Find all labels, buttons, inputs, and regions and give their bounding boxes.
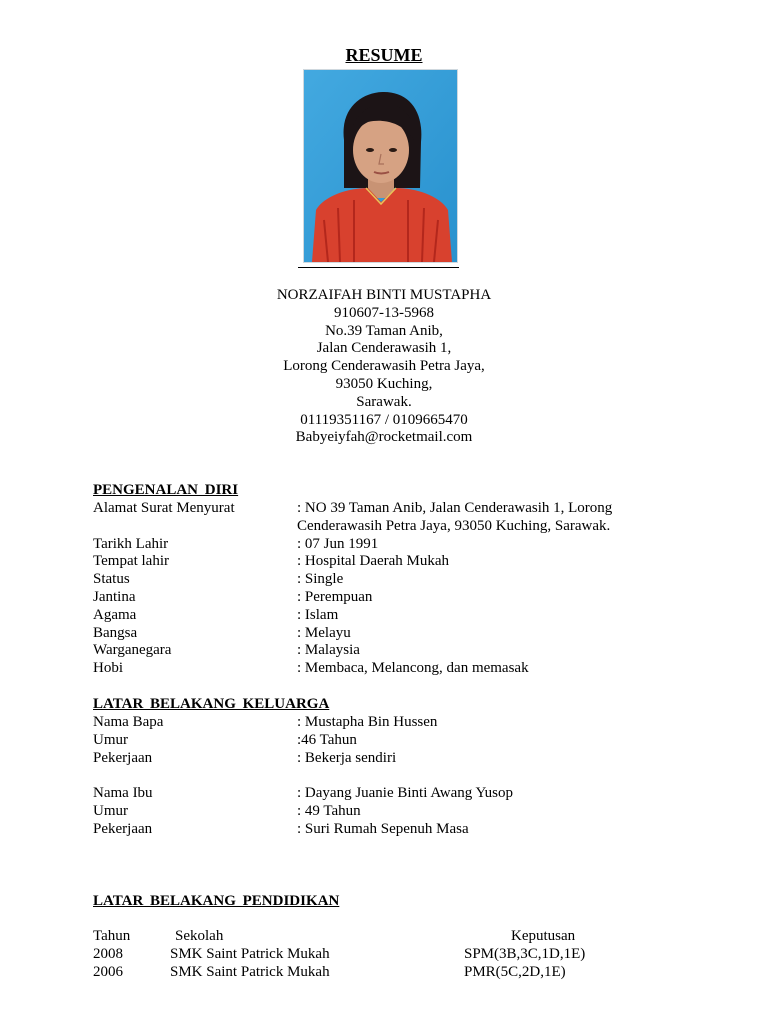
info-label: Umur [93,731,128,748]
info-value: : Suri Rumah Sepenuh Masa [297,820,469,837]
photo-underline [298,267,459,268]
column-header-keputusan: Keputusan [511,928,576,944]
info-row [93,500,733,536]
ic-number: 910607-13-5968 [334,304,434,321]
info-label: Hobi [93,660,123,677]
info-value: : Dayang Juanie Binti Awang Yusop [297,785,513,802]
info-row [93,785,733,803]
info-value: : NO 39 Taman Anib, Jalan Cenderawasih 1, Lorong Cenderawasih Petra Jaya, 93050 Kuching, Sarawak. [297,500,613,534]
info-label: Nama Ibu [93,785,153,802]
info-row [93,732,733,750]
section-heading-pengenalan-diri: PENGENALAN DIRI [93,482,239,498]
profile-photo [303,69,458,263]
education-school: SMK Saint Patrick Mukah [170,945,330,962]
personal-info-list [93,500,733,678]
info-label: Bangsa [93,624,138,641]
info-label: Umur [93,802,128,819]
info-row [93,803,733,821]
phone-numbers: 01119351167 / 0109665470 [300,411,468,428]
email-address: Babyeiyfah@rocketmail.com [295,429,473,446]
section-heading-keluarga: LATAR BELAKANG KELUARGA [93,696,330,712]
full-name: NORZAIFAH BINTI MUSTAPHA [276,287,492,303]
education-row [93,964,613,982]
education-year: 2006 [93,963,123,980]
info-label: Agama [93,606,137,623]
info-label: Alamat Surat Menyurat [93,500,235,516]
family-info-list [93,714,733,839]
info-label: Tarikh Lahir [93,535,169,552]
info-row [93,660,733,678]
info-row [93,625,733,643]
info-row [93,821,733,839]
address-line: Jalan Cenderawasih 1, [316,340,452,357]
info-label: Tempat lahir [93,553,170,570]
info-value: :46 Tahun [297,731,357,748]
info-label: Pekerjaan [93,820,153,837]
education-result: SPM(3B,3C,1D,1E) [464,945,586,962]
education-result: PMR(5C,2D,1E) [464,963,566,980]
spacer [93,767,733,785]
info-value: : Malaysia [297,642,360,659]
info-row [93,642,733,660]
info-value: : Membaca, Melancong, dan memasak [297,660,529,677]
info-row [93,714,733,732]
info-row [93,750,733,768]
contact-block [0,287,768,447]
column-header-tahun: Tahun [93,928,131,944]
portrait-illustration [304,70,457,262]
info-row [93,607,733,625]
address-line: 93050 Kuching, [335,375,433,392]
info-label: Pekerjaan [93,749,153,766]
column-header-sekolah: Sekolah [175,928,224,944]
info-label: Jantina [93,588,136,605]
address-line: No.39 Taman Anib, [325,322,443,339]
section-heading-pendidikan: LATAR BELAKANG PENDIDIKAN [93,893,340,909]
info-value: : Perempuan [297,588,373,605]
info-value: : Single [297,571,344,588]
info-row [93,589,733,607]
page-title: RESUME [345,45,423,65]
info-row [93,571,733,589]
info-value: : 49 Tahun [297,802,361,819]
education-table [93,928,613,981]
info-value: : Mustapha Bin Hussen [297,714,438,730]
education-school: SMK Saint Patrick Mukah [170,963,330,980]
info-value: : Bekerja sendiri [297,749,397,766]
info-row [93,553,733,571]
info-label: Warganegara [93,642,172,659]
info-label: Nama Bapa [93,714,164,730]
info-value: : Melayu [297,624,351,641]
info-row [93,536,733,554]
education-row [93,946,613,964]
info-value: : Islam [297,606,339,623]
address-line: Lorong Cenderawasih Petra Jaya, [283,358,485,375]
info-value: : Hospital Daerah Mukah [297,553,450,570]
info-label: Status [93,571,130,588]
education-year: 2008 [93,945,123,962]
education-header-row [93,928,613,946]
address-line: Sarawak. [356,393,412,410]
info-value: : 07 Jun 1991 [297,535,379,552]
